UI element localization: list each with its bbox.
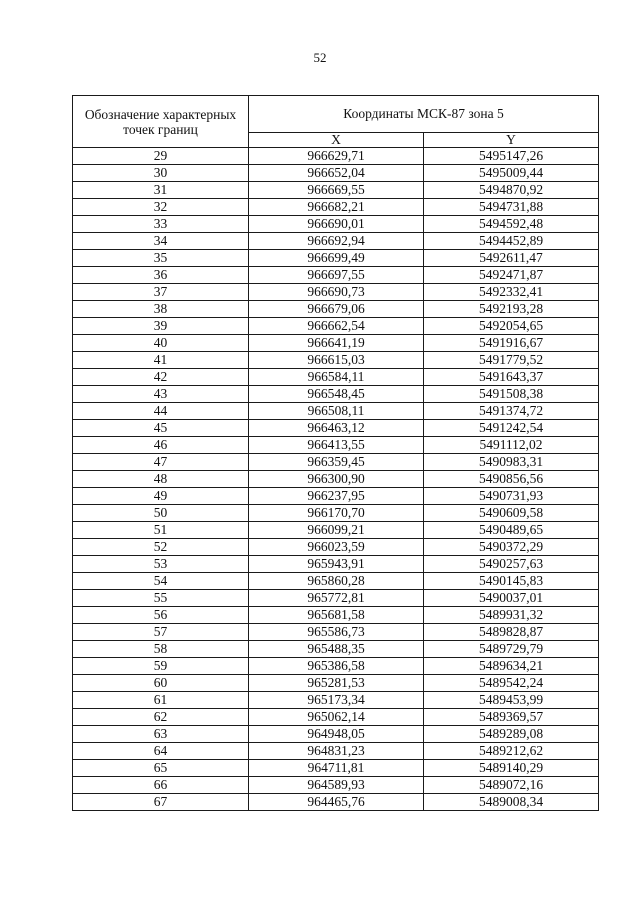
table-body bbox=[73, 148, 599, 811]
table-row bbox=[73, 386, 599, 403]
y-coordinate-cell: 5494452,89 bbox=[424, 233, 599, 250]
x-coordinate-cell: 966615,03 bbox=[249, 352, 424, 369]
y-coordinate-cell: 5492193,28 bbox=[424, 301, 599, 318]
table-row bbox=[73, 471, 599, 488]
x-coordinate-cell: 966690,01 bbox=[249, 216, 424, 233]
table-row bbox=[73, 539, 599, 556]
x-coordinate-cell: 965386,58 bbox=[249, 658, 424, 675]
table-row bbox=[73, 760, 599, 777]
table-row bbox=[73, 420, 599, 437]
point-number-cell: 35 bbox=[73, 250, 249, 267]
table-row bbox=[73, 675, 599, 692]
y-coordinate-cell: 5490257,63 bbox=[424, 556, 599, 573]
point-number-cell: 64 bbox=[73, 743, 249, 760]
table-row bbox=[73, 607, 599, 624]
y-coordinate-cell: 5490145,83 bbox=[424, 573, 599, 590]
x-coordinate-cell: 966359,45 bbox=[249, 454, 424, 471]
point-number-cell: 46 bbox=[73, 437, 249, 454]
x-coordinate-cell: 964711,81 bbox=[249, 760, 424, 777]
table-row bbox=[73, 658, 599, 675]
point-number-cell: 54 bbox=[73, 573, 249, 590]
x-coordinate-cell: 966669,55 bbox=[249, 182, 424, 199]
point-number-cell: 58 bbox=[73, 641, 249, 658]
x-coordinate-cell: 966697,55 bbox=[249, 267, 424, 284]
table-row bbox=[73, 522, 599, 539]
x-coordinate-cell: 966099,21 bbox=[249, 522, 424, 539]
x-coordinate-cell: 965586,73 bbox=[249, 624, 424, 641]
point-number-cell: 61 bbox=[73, 692, 249, 709]
y-coordinate-cell: 5489212,62 bbox=[424, 743, 599, 760]
x-coordinate-cell: 965488,35 bbox=[249, 641, 424, 658]
y-coordinate-cell: 5492611,47 bbox=[424, 250, 599, 267]
table-header-row bbox=[73, 96, 599, 133]
x-coordinate-cell: 964831,23 bbox=[249, 743, 424, 760]
x-coordinate-cell: 964465,76 bbox=[249, 794, 424, 811]
point-number-cell: 38 bbox=[73, 301, 249, 318]
point-number-cell: 53 bbox=[73, 556, 249, 573]
y-coordinate-cell: 5489140,29 bbox=[424, 760, 599, 777]
x-coordinate-cell: 966584,11 bbox=[249, 369, 424, 386]
table-row bbox=[73, 318, 599, 335]
y-coordinate-cell: 5495009,44 bbox=[424, 165, 599, 182]
point-number-cell: 49 bbox=[73, 488, 249, 505]
point-number-cell: 51 bbox=[73, 522, 249, 539]
x-coordinate-cell: 965681,58 bbox=[249, 607, 424, 624]
x-coordinate-cell: 966237,95 bbox=[249, 488, 424, 505]
x-coordinate-cell: 966692,94 bbox=[249, 233, 424, 250]
point-number-cell: 59 bbox=[73, 658, 249, 675]
y-coordinate-cell: 5489008,34 bbox=[424, 794, 599, 811]
y-coordinate-cell: 5495147,26 bbox=[424, 148, 599, 165]
y-coordinate-cell: 5490731,93 bbox=[424, 488, 599, 505]
table-row bbox=[73, 233, 599, 250]
table-row bbox=[73, 794, 599, 811]
table-row bbox=[73, 437, 599, 454]
point-number-cell: 52 bbox=[73, 539, 249, 556]
x-coordinate-cell: 965772,81 bbox=[249, 590, 424, 607]
coordinates-table bbox=[72, 95, 599, 811]
y-coordinate-cell: 5489369,57 bbox=[424, 709, 599, 726]
point-number-cell: 30 bbox=[73, 165, 249, 182]
table-row bbox=[73, 369, 599, 386]
x-coordinate-cell: 966548,45 bbox=[249, 386, 424, 403]
point-number-cell: 66 bbox=[73, 777, 249, 794]
y-coordinate-cell: 5489828,87 bbox=[424, 624, 599, 641]
y-coordinate-cell: 5494592,48 bbox=[424, 216, 599, 233]
table-row bbox=[73, 556, 599, 573]
x-coordinate-cell: 966413,55 bbox=[249, 437, 424, 454]
x-coordinate-cell: 965173,34 bbox=[249, 692, 424, 709]
point-number-cell: 37 bbox=[73, 284, 249, 301]
point-number-cell: 55 bbox=[73, 590, 249, 607]
y-coordinate-cell: 5491112,02 bbox=[424, 437, 599, 454]
x-coordinate-cell: 966463,12 bbox=[249, 420, 424, 437]
point-number-cell: 36 bbox=[73, 267, 249, 284]
table-row bbox=[73, 216, 599, 233]
point-number-cell: 57 bbox=[73, 624, 249, 641]
point-number-cell: 62 bbox=[73, 709, 249, 726]
x-coordinate-cell: 966300,90 bbox=[249, 471, 424, 488]
table-row bbox=[73, 505, 599, 522]
x-coordinate-cell: 966699,49 bbox=[249, 250, 424, 267]
table-row bbox=[73, 182, 599, 199]
y-coordinate-cell: 5490489,65 bbox=[424, 522, 599, 539]
y-coordinate-cell: 5489289,08 bbox=[424, 726, 599, 743]
table-row bbox=[73, 165, 599, 182]
point-number-cell: 50 bbox=[73, 505, 249, 522]
page-number: 52 bbox=[313, 50, 327, 65]
table-row bbox=[73, 726, 599, 743]
y-coordinate-cell: 5489931,32 bbox=[424, 607, 599, 624]
x-coordinate-cell: 966652,04 bbox=[249, 165, 424, 182]
table-row bbox=[73, 590, 599, 607]
y-coordinate-cell: 5494870,92 bbox=[424, 182, 599, 199]
point-number-cell: 29 bbox=[73, 148, 249, 165]
x-coordinate-cell: 966508,11 bbox=[249, 403, 424, 420]
table-row bbox=[73, 743, 599, 760]
y-coordinate-cell: 5491374,72 bbox=[424, 403, 599, 420]
x-coordinate-cell: 965281,53 bbox=[249, 675, 424, 692]
y-coordinate-cell: 5492054,65 bbox=[424, 318, 599, 335]
y-coordinate-cell: 5491643,37 bbox=[424, 369, 599, 386]
x-coordinate-cell: 966679,06 bbox=[249, 301, 424, 318]
y-coordinate-cell: 5492332,41 bbox=[424, 284, 599, 301]
point-number-cell: 44 bbox=[73, 403, 249, 420]
y-coordinate-cell: 5489729,79 bbox=[424, 641, 599, 658]
header-point-designation: Обозначение характерных точек границ bbox=[73, 96, 249, 148]
table-row bbox=[73, 352, 599, 369]
table-row bbox=[73, 284, 599, 301]
point-number-cell: 45 bbox=[73, 420, 249, 437]
point-number-cell: 34 bbox=[73, 233, 249, 250]
point-number-cell: 67 bbox=[73, 794, 249, 811]
table-row bbox=[73, 624, 599, 641]
point-number-cell: 56 bbox=[73, 607, 249, 624]
table-row bbox=[73, 403, 599, 420]
y-coordinate-cell: 5490983,31 bbox=[424, 454, 599, 471]
point-number-cell: 33 bbox=[73, 216, 249, 233]
point-number-cell: 60 bbox=[73, 675, 249, 692]
table-row bbox=[73, 692, 599, 709]
x-coordinate-cell: 966690,73 bbox=[249, 284, 424, 301]
table-row bbox=[73, 454, 599, 471]
table-row bbox=[73, 250, 599, 267]
table-row bbox=[73, 488, 599, 505]
point-number-cell: 48 bbox=[73, 471, 249, 488]
x-coordinate-cell: 966023,59 bbox=[249, 539, 424, 556]
x-coordinate-cell: 966641,19 bbox=[249, 335, 424, 352]
table-row bbox=[73, 573, 599, 590]
y-coordinate-cell: 5490372,29 bbox=[424, 539, 599, 556]
x-coordinate-cell: 965943,91 bbox=[249, 556, 424, 573]
table-row bbox=[73, 301, 599, 318]
y-coordinate-cell: 5489453,99 bbox=[424, 692, 599, 709]
x-coordinate-cell: 966662,54 bbox=[249, 318, 424, 335]
y-coordinate-cell: 5491779,52 bbox=[424, 352, 599, 369]
y-coordinate-cell: 5492471,87 bbox=[424, 267, 599, 284]
table-row bbox=[73, 199, 599, 216]
header-x: X bbox=[249, 133, 424, 148]
point-number-cell: 65 bbox=[73, 760, 249, 777]
point-number-cell: 47 bbox=[73, 454, 249, 471]
table-row bbox=[73, 709, 599, 726]
point-number-cell: 42 bbox=[73, 369, 249, 386]
x-coordinate-cell: 966170,70 bbox=[249, 505, 424, 522]
x-coordinate-cell: 966682,21 bbox=[249, 199, 424, 216]
point-number-cell: 43 bbox=[73, 386, 249, 403]
y-coordinate-cell: 5490609,58 bbox=[424, 505, 599, 522]
y-coordinate-cell: 5491508,38 bbox=[424, 386, 599, 403]
point-number-cell: 32 bbox=[73, 199, 249, 216]
x-coordinate-cell: 964589,93 bbox=[249, 777, 424, 794]
point-number-cell: 31 bbox=[73, 182, 249, 199]
table-row bbox=[73, 777, 599, 794]
x-coordinate-cell: 965860,28 bbox=[249, 573, 424, 590]
header-coordinates: Координаты МСК-87 зона 5 bbox=[249, 96, 599, 133]
y-coordinate-cell: 5491242,54 bbox=[424, 420, 599, 437]
y-coordinate-cell: 5491916,67 bbox=[424, 335, 599, 352]
y-coordinate-cell: 5489634,21 bbox=[424, 658, 599, 675]
header-y: Y bbox=[424, 133, 599, 148]
point-number-cell: 63 bbox=[73, 726, 249, 743]
y-coordinate-cell: 5494731,88 bbox=[424, 199, 599, 216]
table-row bbox=[73, 148, 599, 165]
y-coordinate-cell: 5489072,16 bbox=[424, 777, 599, 794]
point-number-cell: 41 bbox=[73, 352, 249, 369]
x-coordinate-cell: 965062,14 bbox=[249, 709, 424, 726]
point-number-cell: 40 bbox=[73, 335, 249, 352]
table-row bbox=[73, 335, 599, 352]
y-coordinate-cell: 5490856,56 bbox=[424, 471, 599, 488]
x-coordinate-cell: 966629,71 bbox=[249, 148, 424, 165]
table-row bbox=[73, 641, 599, 658]
x-coordinate-cell: 964948,05 bbox=[249, 726, 424, 743]
y-coordinate-cell: 5490037,01 bbox=[424, 590, 599, 607]
table-row bbox=[73, 267, 599, 284]
point-number-cell: 39 bbox=[73, 318, 249, 335]
y-coordinate-cell: 5489542,24 bbox=[424, 675, 599, 692]
